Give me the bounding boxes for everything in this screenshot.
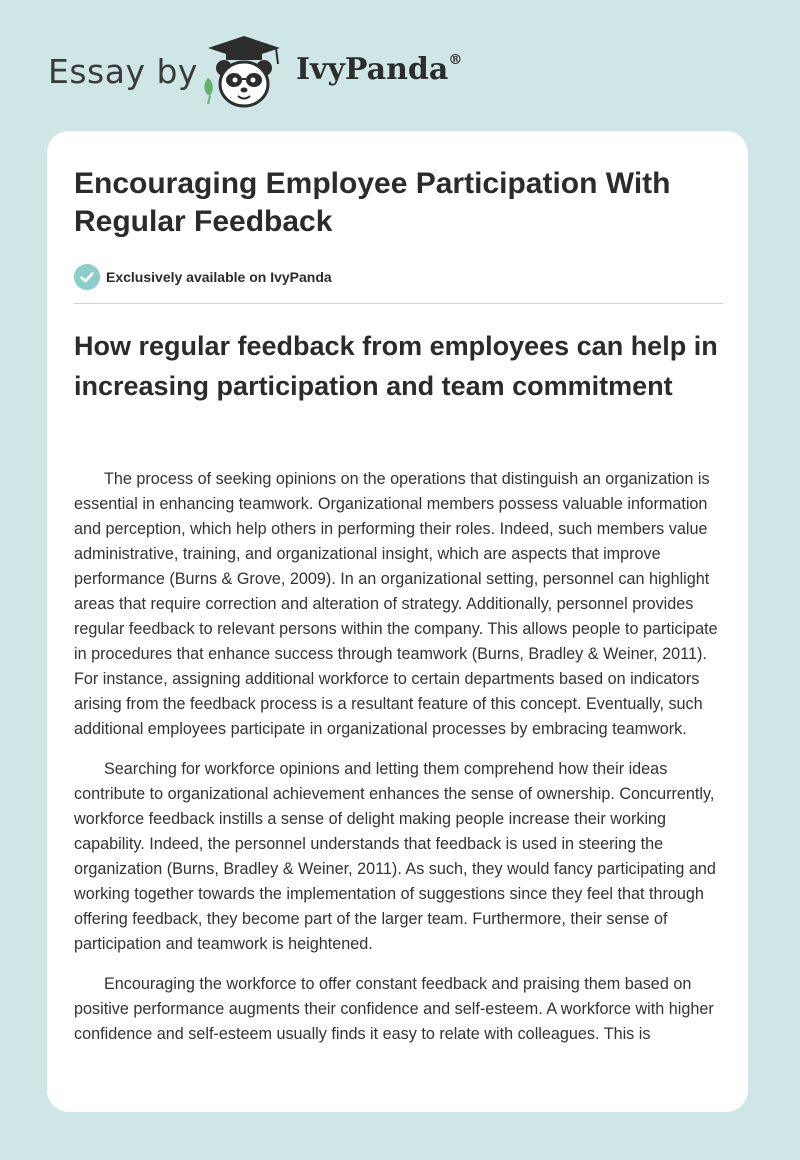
article-title: Encouraging Employee Participation With Regular Feedback	[74, 167, 671, 238]
panda-logo-icon[interactable]	[200, 32, 288, 112]
exclusive-badge-label: Exclusively available on IvyPanda	[106, 269, 332, 285]
article-body	[74, 467, 723, 1062]
section-heading: How regular feedback from employees can help in increasing participation and team commitment	[74, 331, 718, 401]
checkmark-icon	[74, 264, 100, 290]
brand-header	[48, 30, 508, 110]
brand-prefix: Essay by	[48, 52, 198, 91]
paragraph: Searching for workforce opinions and letting them comprehend how their ideas contribute to organizational achievement enhances the sense of ownership. Concurrently, workforce feedback instills a sense of delight making people increase their working capability. Indeed, the personnel understands that feedback is used in steering the organization (Burns, Bradley & Weiner, 2011). As such, they would fancy participating and working together towards the implementation of suggestions since they feel that through offering feedback, they become part of the larger team. Furthermore, their sense of participation and teamwork is heightened.	[74, 760, 716, 953]
exclusive-badge	[74, 264, 474, 290]
article-card	[47, 131, 748, 1112]
paragraph: Encouraging the workforce to offer constant feedback and praising them based on positive performance augments their confidence and self-esteem. A workforce with higher confidence and self-esteem usually finds it easy to relate with colleagues. This is	[74, 975, 714, 1043]
divider	[74, 303, 723, 304]
brand-name[interactable]: IvyPanda®	[296, 52, 463, 87]
paragraph: The process of seeking opinions on the operations that distinguish an organization is essential in enhancing teamwork. Organizational members possess valuable information and perception, which help others in performing their roles. Indeed, such members value administrative, training, and organizational insight, which are aspects that improve performance (Burns & Grove, 2009). In an organizational setting, personnel can highlight areas that require correction and alteration of strategy. Additionally, personnel provides regular feedback to relevant persons within the company. This allows people to participate in procedures that enhance success through teamwork (Burns, Bradley & Weiner, 2011). For instance, assigning additional workforce to certain departments based on indicators arising from the feedback process is a resultant feature of this concept. Eventually, such additional employees participate in organizational processes by embracing teamwork.	[74, 470, 718, 738]
